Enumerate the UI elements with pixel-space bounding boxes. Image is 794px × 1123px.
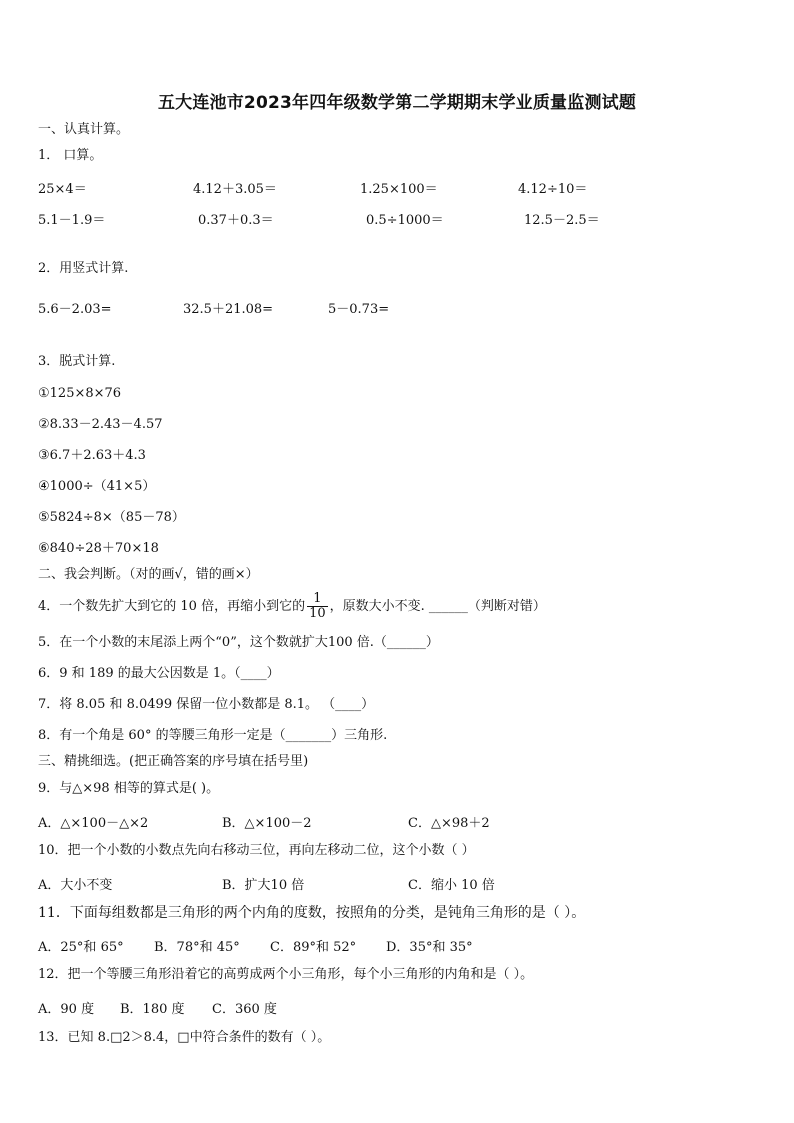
question-12: 12．把一个等腰三角形沿着它的高剪成两个小三角形，每个小三角形的内角和是（ ）。 bbox=[38, 967, 534, 982]
question-4-tail: ，原数大小不变. ______（判断对错） bbox=[329, 599, 546, 614]
fraction bbox=[307, 592, 328, 621]
step-number: ③ bbox=[38, 448, 50, 463]
option-item: B．180 度 bbox=[120, 1002, 185, 1017]
step-number: ② bbox=[38, 417, 50, 432]
step-number: ① bbox=[38, 386, 50, 401]
option-item: A．25°和 65° bbox=[38, 940, 124, 955]
question-10: 10．把一个小数的小数点先向右移动三位，再向左移动二位，这个小数（ ） bbox=[38, 843, 475, 858]
option-item: C．89°和 52° bbox=[270, 940, 357, 955]
fraction-numerator: 1 bbox=[307, 592, 328, 607]
option-item: A．90 度 bbox=[38, 1002, 95, 1017]
step-expression: 5824÷8×（85－78） bbox=[49, 510, 185, 525]
option-item: B．△×100－2 bbox=[222, 816, 312, 831]
step-calc-item bbox=[38, 510, 185, 526]
oral-calc-item: 4.12＋3.05＝ bbox=[193, 182, 277, 197]
step-number: ④ bbox=[38, 479, 50, 494]
oral-calc-item: 5.1－1.9＝ bbox=[38, 213, 106, 228]
page-title: 五大连池市2023年四年级数学第二学期期末学业质量监测试题 bbox=[157, 93, 637, 113]
option-item: C．缩小 10 倍 bbox=[408, 878, 495, 893]
oral-calc-item: 0.5÷1000＝ bbox=[366, 213, 444, 228]
fraction-denominator: 10 bbox=[309, 606, 326, 621]
oral-calc-item: 12.5－2.5＝ bbox=[524, 213, 600, 228]
question-9: 9．与△×98 相等的算式是( )。 bbox=[38, 781, 220, 796]
step-number: ⑥ bbox=[38, 541, 50, 556]
oral-calc-item: 25×4＝ bbox=[38, 182, 87, 197]
option-item: C．△×98＋2 bbox=[408, 816, 490, 831]
step-calc-item bbox=[38, 448, 146, 464]
question-11: 11．下面每组数都是三角形的两个内角的度数，按照角的分类，是钝角三角形的是（ ）。 bbox=[38, 905, 586, 921]
section-2-heading: 二、我会判断。（对的画√，错的画×） bbox=[38, 567, 259, 582]
step-calc-item bbox=[38, 417, 163, 433]
question-1-label: 1． 口算。 bbox=[38, 148, 103, 163]
section-1-heading: 一、认真计算。 bbox=[38, 122, 130, 137]
step-expression: 840÷28＋70×18 bbox=[49, 541, 159, 556]
step-calc-item bbox=[38, 479, 155, 495]
oral-calc-item: 1.25×100＝ bbox=[360, 182, 438, 197]
oral-calc-item: 0.37＋0.3＝ bbox=[198, 213, 274, 228]
step-expression: 8.33－2.43－4.57 bbox=[49, 417, 163, 432]
step-number: ⑤ bbox=[38, 510, 50, 525]
question-2-label: 2．用竖式计算. bbox=[38, 261, 129, 276]
question-4-text: 4．一个数先扩大到它的 10 倍，再缩小到它的 bbox=[38, 599, 306, 614]
step-expression: 125×8×76 bbox=[49, 386, 122, 401]
question-3-label: 3．脱式计算. bbox=[38, 354, 116, 369]
option-item: A．大小不变 bbox=[38, 878, 113, 893]
option-item: B．扩大10 倍 bbox=[222, 878, 305, 893]
vertical-calc-item: 5.6－2.03= bbox=[38, 302, 112, 317]
option-item: D．35°和 35° bbox=[386, 940, 473, 955]
step-calc-item bbox=[38, 541, 159, 557]
question-6: 6．9 和 189 的最大公因数是 1。（____） bbox=[38, 666, 280, 681]
option-item: A．△×100－△×2 bbox=[38, 816, 149, 831]
section-3-heading: 三、精挑细选。(把正确答案的序号填在括号里) bbox=[38, 754, 309, 769]
question-7: 7．将 8.05 和 8.0499 保留一位小数都是 8.1。 （____） bbox=[38, 697, 375, 712]
vertical-calc-item: 32.5＋21.08= bbox=[183, 302, 274, 317]
step-expression: 1000÷（41×5） bbox=[49, 479, 156, 494]
vertical-calc-item: 5－0.73= bbox=[328, 302, 390, 317]
option-item: B．78°和 45° bbox=[154, 940, 240, 955]
question-4 bbox=[38, 592, 546, 622]
question-5: 5．在一个小数的末尾添上两个“0”，这个数就扩大100 倍.（______） bbox=[38, 635, 439, 650]
option-item: C．360 度 bbox=[212, 1002, 277, 1017]
step-calc-item bbox=[38, 386, 121, 402]
oral-calc-item: 4.12÷10＝ bbox=[518, 182, 588, 197]
question-13: 13．已知 8.□2＞8.4，□中符合条件的数有（ ）。 bbox=[38, 1030, 331, 1045]
question-8: 8．有一个角是 60° 的等腰三角形一定是（_______）三角形. bbox=[38, 728, 388, 743]
step-expression: 6.7＋2.63＋4.3 bbox=[49, 448, 146, 463]
